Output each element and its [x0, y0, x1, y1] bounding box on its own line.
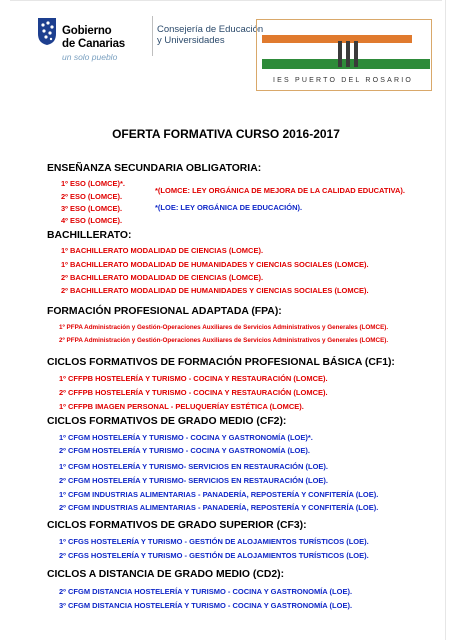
- eso-item: 3º ESO (LOMCE).: [61, 204, 123, 213]
- section-heading-cf2: CICLOS FORMATIVOS DE GRADO MEDIO (CF2):: [47, 416, 287, 427]
- cd2-item: 2º CFGM DISTANCIA HOSTELERÍA Y TURISMO - COCINA Y GASTRONOMÍA (LOE).: [59, 587, 353, 596]
- gov-motto: un solo pueblo: [62, 52, 118, 62]
- logo-columns-icon: [338, 41, 358, 67]
- cf1-item: 2º CFFPB HOSTELERÍA Y TURISMO - COCINA Y RESTAURACIÓN (LOMCE).: [59, 388, 328, 397]
- consejeria-line2: y Universidades: [157, 35, 225, 46]
- section-heading-bachillerato: BACHILLERATO:: [47, 230, 132, 241]
- section-heading-eso: ENSEÑANZA SECUNDARIA OBLIGATORIA:: [47, 163, 262, 174]
- school-name: IES PUERTO DEL ROSARIO: [272, 77, 414, 84]
- cf2-item: 1º CFGM HOSTELERÍA Y TURISMO- SERVICIOS EN RESTAURACIÓN (LOE).: [59, 462, 329, 471]
- cf2-item: 2º CFGM HOSTELERÍA Y TURISMO - COCINA Y GASTRONOMÍA (LOE).: [59, 446, 310, 455]
- lomce-note: *(LOMCE: LEY ORGÁNICA DE MEJORA DE LA CALIDAD EDUCATIVA).: [155, 186, 406, 195]
- fpa-item: 2º PFPA Administración y Gestión-Operaciones Auxiliares de Servicios Administrativos y Generales (LOMCE).: [59, 337, 389, 344]
- section-heading-cd2: CICLOS A DISTANCIA DE GRADO MEDIO (CD2):: [47, 569, 285, 580]
- bachillerato-item: 2º BACHILLERATO MODALIDAD DE HUMANIDADES Y CIENCIAS SOCIALES (LOMCE).: [61, 286, 369, 295]
- fpa-item: 1º PFPA Administración y Gestión-Operaciones Auxiliares de Servicios Administrativos y Generales (LOMCE).: [59, 324, 389, 331]
- bachillerato-item: 1º BACHILLERATO MODALIDAD DE HUMANIDADES Y CIENCIAS SOCIALES (LOMCE).: [61, 260, 369, 269]
- eso-item: 1º ESO (LOMCE)*.: [61, 179, 125, 188]
- ies-puerto-del-rosario-logo: [256, 19, 432, 91]
- section-heading-fpa: FORMACIÓN PROFESIONAL ADAPTADA (FPA):: [47, 306, 282, 317]
- page-border-right: [445, 0, 446, 640]
- canarias-crest-icon: [36, 16, 58, 46]
- page-title: OFERTA FORMATIVA CURSO 2016-2017: [112, 127, 340, 141]
- gov-name-line1: Gobierno: [62, 25, 112, 37]
- cf2-item: 2º CFGM INDUSTRIAS ALIMENTARIAS - PANADERÍA, REPOSTERÍA Y CONFITERÍA (LOE).: [59, 503, 379, 512]
- cf2-item: 1º CFGM INDUSTRIAS ALIMENTARIAS - PANADERÍA, REPOSTERÍA Y CONFITERÍA (LOE).: [59, 490, 379, 499]
- cf2-item: 2º CFGM HOSTELERÍA Y TURISMO- SERVICIOS EN RESTAURACIÓN (LOE).: [59, 476, 329, 485]
- section-heading-cf1: CICLOS FORMATIVOS DE FORMACIÓN PROFESIONAL BÁSICA (CF1):: [47, 357, 395, 368]
- gov-name-line2: de Canarias: [62, 38, 125, 50]
- header-divider: [152, 16, 153, 56]
- eso-item: 4º ESO (LOMCE).: [61, 216, 123, 225]
- logo-orange-stripe: [262, 35, 412, 43]
- bachillerato-item: 2º BACHILLERATO MODALIDAD DE CIENCIAS (LOMCE).: [61, 273, 264, 282]
- cf1-item: 1º CFFPB HOSTELERÍA Y TURISMO - COCINA Y RESTAURACIÓN (LOMCE).: [59, 374, 328, 383]
- cf3-item: 2º CFGS HOSTELERÍA Y TURISMO - GESTIÓN DE ALOJAMIENTOS TURÍSTICOS (LOE).: [59, 551, 369, 560]
- bachillerato-item: 1º BACHILLERATO MODALIDAD DE CIENCIAS (LOMCE).: [61, 246, 264, 255]
- consejeria-name: [157, 24, 263, 46]
- cf3-item: 1º CFGS HOSTELERÍA Y TURISMO - GESTIÓN DE ALOJAMIENTOS TURÍSTICOS (LOE).: [59, 537, 369, 546]
- eso-item: 2º ESO (LOMCE).: [61, 192, 123, 201]
- page-border-top: [10, 0, 442, 1]
- cf2-item: 1º CFGM HOSTELERÍA Y TURISMO - COCINA Y GASTRONOMÍA (LOE)*.: [59, 433, 313, 442]
- consejeria-line1: Consejería de Educación: [157, 24, 264, 35]
- cf1-item: 1º CFFPB IMAGEN PERSONAL - PELUQUERÍAY ESTÉTICA (LOMCE).: [59, 402, 304, 411]
- loe-note: *(LOE: LEY ORGÁNICA DE EDUCACIÓN).: [155, 203, 303, 212]
- cd2-item: 3º CFGM DISTANCIA HOSTELERÍA Y TURISMO - COCINA Y GASTRONOMÍA (LOE).: [59, 601, 353, 610]
- section-heading-cf3: CICLOS FORMATIVOS DE GRADO SUPERIOR (CF3):: [47, 520, 307, 531]
- gobierno-canarias-logo: [36, 16, 148, 64]
